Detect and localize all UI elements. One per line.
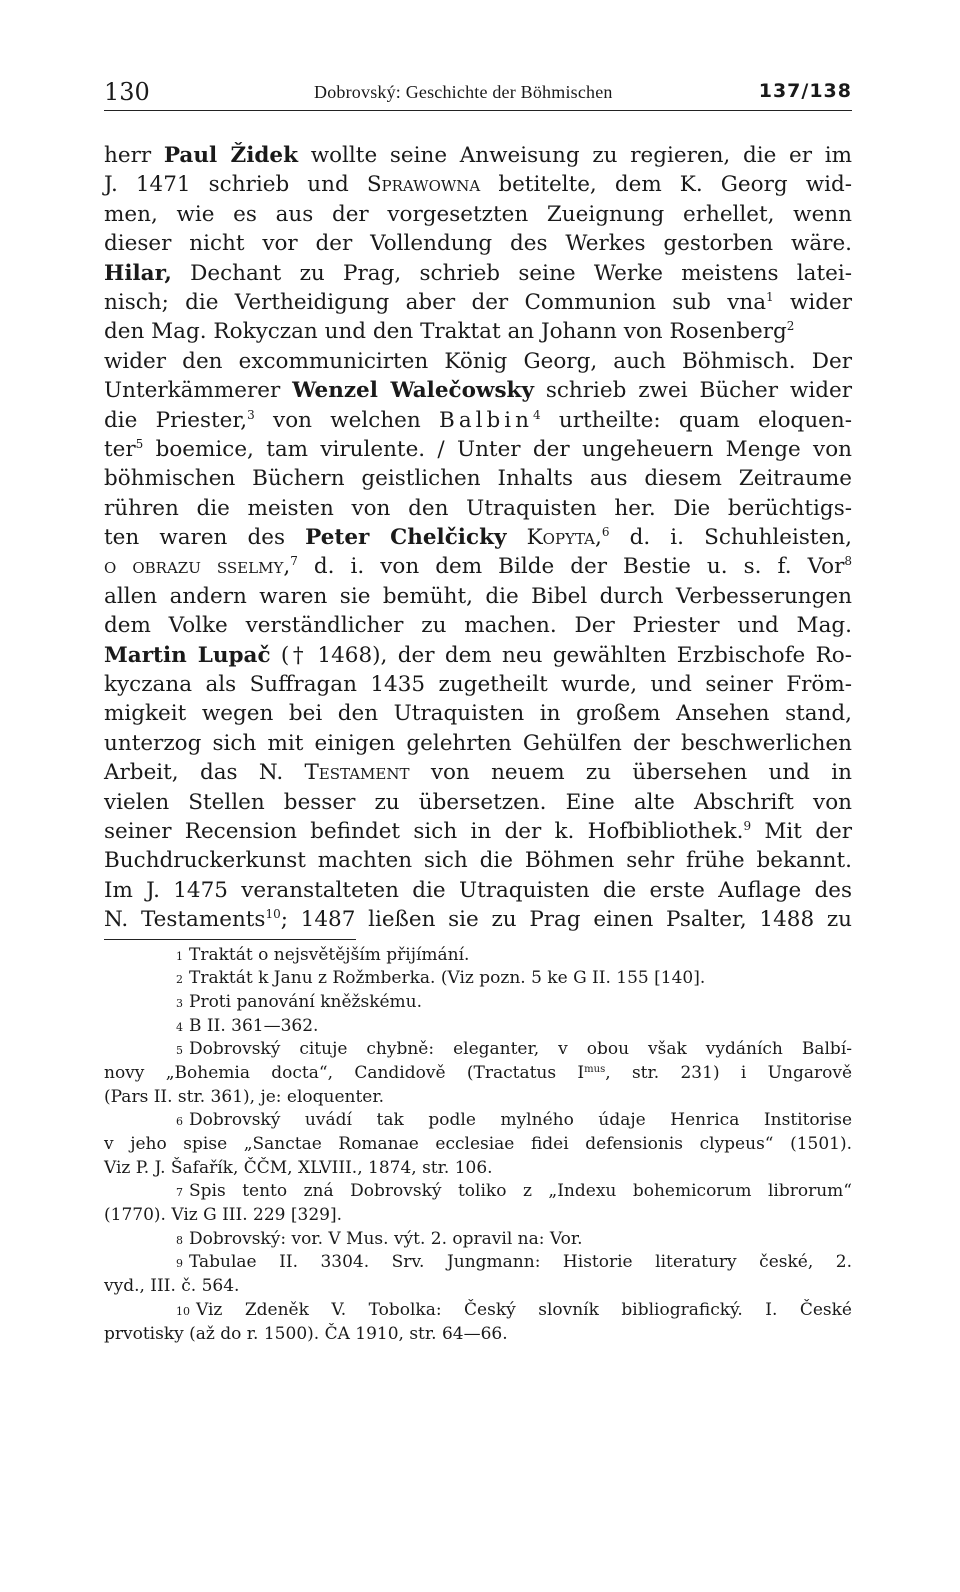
footnote-line: [104, 1109, 852, 1133]
text-run: Buchdruckerkunst machten sich die Böhmen sehr frühe bekannt.: [104, 848, 852, 874]
text-run: ; 1487 ließen sie zu Prag einen Psalter, 1488 zu: [280, 907, 852, 933]
footnote-line: [104, 1275, 852, 1299]
body-line: [104, 582, 852, 611]
text-run: († 1468), der dem neu gewählten Erzbischofe Ro-: [270, 642, 852, 668]
text-run: B II. 361—362.: [189, 1015, 319, 1036]
text-run: Dobrovský cituje chybně: eleganter, v obou však vydáních Balbí-: [189, 1039, 852, 1060]
body-line: [104, 464, 852, 493]
body-line: [104, 259, 852, 288]
text-run: d. i. Schuhleisten,: [609, 525, 852, 551]
text-run: den Mag. Rokyczan und den Traktat an Johann von Rosenberg: [104, 319, 787, 345]
body-line: [104, 788, 852, 817]
body-line: [104, 817, 852, 846]
body-line: [104, 288, 852, 317]
footnote: [104, 1180, 852, 1227]
footnote: [104, 991, 852, 1015]
text-run: (Pars II. str. 361), je: eloquenter.: [104, 1086, 385, 1107]
text-run: von neuem zu übersehen und in: [409, 760, 852, 786]
text-run: seiner Recension befindet sich in der k. Hofbibliothek.: [104, 818, 744, 844]
footnote-line: [104, 1251, 852, 1275]
small-caps-title: Sprawowna: [366, 172, 481, 198]
footnote-line: [104, 1157, 852, 1181]
footnote-number: 7: [176, 1186, 183, 1200]
text-run: Tabulae II. 3304. Srv. Jungmann: Historie literatury české, 2.: [189, 1252, 852, 1273]
footnote-ref: 3: [247, 407, 255, 422]
body-line: [104, 523, 852, 552]
body-line: [104, 317, 852, 346]
footnote: [104, 1109, 852, 1180]
text-run: migkeit wegen bei den Utraquisten in großem Ansehen stand,: [104, 701, 852, 727]
text-run: vielen Stellen besser zu übersetzen. Eine alte Abschrift von: [104, 789, 852, 815]
page: [104, 70, 852, 1346]
footnote-line: [104, 1299, 852, 1323]
footnote-number: 10: [176, 1304, 190, 1318]
body-line: [104, 729, 852, 758]
body-line: [104, 347, 852, 376]
text-run: novy „Bohemia docta“, Candidově (Tractatus I: [104, 1062, 585, 1083]
text-run: prvotisky (až do r. 1500). ČA 1910, str. 64—66.: [104, 1323, 508, 1344]
bold-name: Martin Lupač: [104, 642, 271, 668]
text-run: betitelte, dem K. Georg wid-: [480, 172, 853, 198]
bold-name: Hilar,: [104, 260, 172, 286]
text-run: von welchen: [254, 407, 440, 433]
footnotes: [104, 944, 852, 1347]
text-run: Arbeit, das N.: [104, 760, 305, 786]
footnote-number: 2: [176, 973, 183, 987]
text-run: dieser nicht vor der Vollendung des Werkes gestorben wäre.: [104, 231, 852, 257]
text-run: Viz P. J. Šafařík, ČČM, XLVIII., 1874, str. 106.: [104, 1157, 493, 1178]
text-run: dem Volke verständlicher zu machen. Der Priester und Mag.: [104, 613, 852, 639]
body-line: [104, 229, 852, 258]
text-run: kyczana als Suffragan 1435 zugetheilt wurde, und seiner Fröm-: [104, 672, 852, 698]
footnote-line: [104, 944, 852, 968]
text-run: allen andern waren sie bemüht, die Bibel durch Verbesserungen: [104, 583, 852, 609]
footnote-ref: mus: [584, 1063, 606, 1075]
body-line: [104, 435, 852, 464]
text-run: unterzog sich mit einigen gelehrten Gehülfen der beschwerlichen: [104, 730, 852, 756]
text-run: ter: [104, 436, 136, 462]
footnote-number: 3: [176, 996, 183, 1010]
footnote: [104, 1015, 852, 1039]
footnote-line: [104, 967, 852, 991]
text-run: Proti panování kněžskému.: [189, 991, 423, 1012]
text-run: herr: [104, 143, 164, 168]
text-run: Spis tento zná Dobrovský toliko z „Indexu bohemicorum librorum“: [189, 1181, 852, 1202]
footnote-number: 9: [176, 1257, 183, 1271]
footnote-ref: 7: [290, 554, 298, 569]
footnote-ref: 4: [533, 407, 541, 422]
text-run: , str. 231) i Ungarově: [605, 1062, 852, 1083]
text-run: vyd., III. č. 564.: [104, 1276, 240, 1297]
text-run: Unterkämmerer: [104, 378, 293, 404]
footnote-number: 6: [176, 1115, 183, 1129]
footnote: [104, 1299, 852, 1346]
text-run: (1770). Viz G III. 229 [329].: [104, 1205, 343, 1226]
body-line: [104, 494, 852, 523]
small-caps-title: Testament: [304, 760, 410, 786]
footnote-line: [104, 1086, 852, 1110]
footnote-ref: 1: [766, 289, 774, 304]
text-run: Traktát k Janu z Rožmberka. (Viz pozn. 5 ke G II. 155 [140].: [189, 968, 706, 989]
text-run: men, wie es aus der vorgesetzten Zueignung erhellet, wenn: [104, 201, 852, 227]
text-run: nisch; die Vertheidigung aber der Communion sub vna: [104, 289, 767, 315]
text-run: wider: [773, 289, 852, 315]
text-run: Dechant zu Prag, schrieb seine Werke meistens latei-: [171, 260, 852, 286]
footnote-rule: [104, 939, 356, 940]
text-run: Im J. 1475 veranstalteten die Utraquisten die erste Auflage des: [104, 877, 852, 903]
text-run: d. i. von dem Bilde der Bestie u. s. f. Vor: [297, 554, 845, 580]
text-run: N. Testaments: [104, 907, 266, 933]
body-line: [104, 200, 852, 229]
footnote-ref: 6: [601, 525, 610, 540]
footnote-number: 5: [176, 1044, 183, 1058]
footnote-line: [104, 991, 852, 1015]
footnote-ref: 9: [743, 818, 752, 833]
body-line: [104, 406, 852, 435]
text-run: Traktát o nejsvětějším přijímání.: [189, 944, 470, 965]
text-run: v jeho spise „Sanctae Romanae ecclesiae fidei defensionis clypeus“ (1501).: [104, 1134, 852, 1155]
body-line: [104, 846, 852, 875]
footnote: [104, 944, 852, 968]
footnote-line: [104, 1038, 852, 1062]
small-caps-title: Kopyta,: [526, 525, 602, 551]
text-run: Dobrovský: vor. V Mus. výt. 2. opravil na: Vor.: [189, 1228, 583, 1249]
footnote-ref: 8: [844, 554, 852, 569]
body-line: [104, 170, 852, 199]
footnote-line: [104, 1180, 852, 1204]
footnote: [104, 967, 852, 991]
footnote-line: [104, 1133, 852, 1157]
text-run: schrieb zwei Bücher wider: [533, 378, 852, 404]
text-run: die Priester,: [104, 407, 248, 433]
small-caps-title: o obrazu sselmy,: [104, 554, 291, 580]
text-run: wollte seine Anweisung zu regieren, die er im: [298, 143, 853, 168]
footnote-ref: 5: [135, 436, 144, 451]
body-line: [104, 141, 852, 170]
footnote-number: 4: [176, 1020, 183, 1034]
text-run: [506, 525, 526, 550]
bold-name: Wenzel Walečowsky: [292, 378, 534, 404]
text-run: Viz Zdeněk V. Tobolka: Český slovník bibliografický. I. České: [196, 1299, 852, 1320]
footnote-ref: 2: [786, 319, 795, 334]
page-header: [104, 70, 852, 111]
body-line: [104, 641, 852, 670]
section-marker: 137/138: [758, 80, 852, 102]
bold-name: Peter Chelčicky: [305, 525, 507, 551]
body-line: [104, 552, 852, 581]
page-number: 130: [104, 78, 150, 106]
text-run: böhmischen Büchern geistlichen Inhalts aus diesem Zeitraume: [104, 466, 852, 492]
footnote: [104, 1251, 852, 1298]
spaced-name: Balbin: [439, 407, 534, 433]
footnote-line: [104, 1228, 852, 1252]
text-run: Mit der: [751, 818, 852, 844]
footnote-ref: 10: [265, 907, 281, 922]
footnote-number: 8: [176, 1233, 183, 1247]
text-run: Dobrovský uvádí tak podle mylného údaje Henrica Institorise: [189, 1110, 852, 1131]
footnote: [104, 1228, 852, 1252]
text-run: boemice, tam virulente. / Unter der ungeheuern Menge von: [143, 436, 852, 462]
bold-name: Paul Židek: [163, 143, 298, 168]
footnote-line: [104, 1062, 852, 1086]
body-text: [104, 141, 852, 935]
footnote-line: [104, 1323, 852, 1347]
text-run: J. 1471 schrieb und: [104, 172, 367, 198]
body-line: [104, 670, 852, 699]
text-run: rühren die meisten von den Utraquisten her. Die berüchtigs-: [104, 495, 852, 521]
running-title: Dobrovský: Geschichte der Böhmischen: [314, 82, 613, 102]
footnote: [104, 1038, 852, 1109]
footnote-line: [104, 1204, 852, 1228]
footnote-number: 1: [176, 949, 183, 963]
body-line: [104, 699, 852, 728]
body-line: [104, 376, 852, 405]
body-line: [104, 758, 852, 787]
body-line: [104, 876, 852, 905]
footnote-line: [104, 1015, 852, 1039]
text-run: wider den excommunicirten König Georg, auch Böhmisch. Der: [104, 348, 852, 374]
body-line: [104, 611, 852, 640]
text-run: urtheilte: quam eloquen-: [540, 407, 852, 433]
body-line: [104, 905, 852, 934]
text-run: ten waren des: [104, 525, 306, 551]
